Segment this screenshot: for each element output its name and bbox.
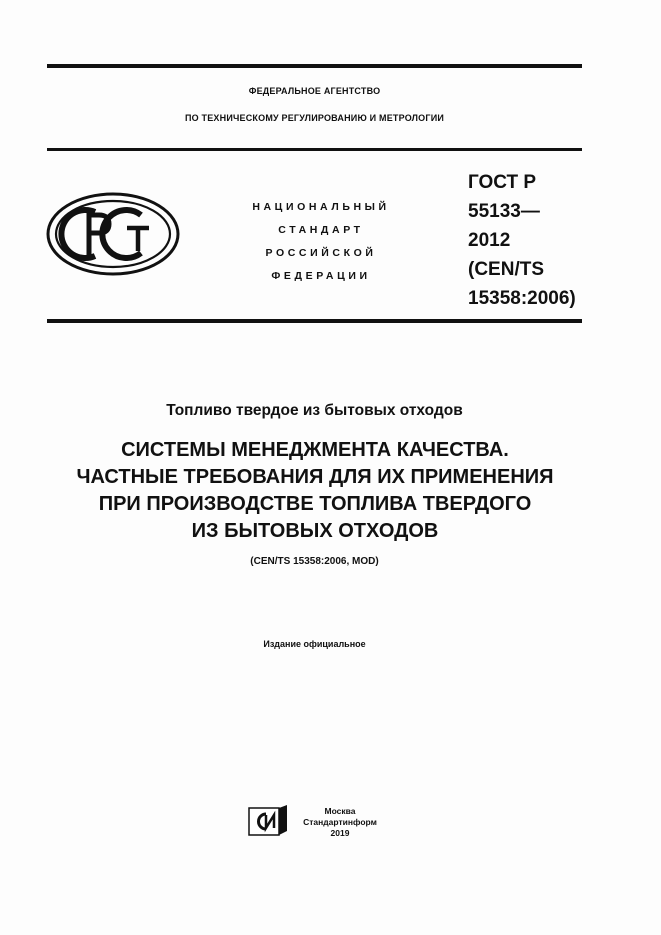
edition-note: Издание официальное — [263, 639, 366, 649]
header-bottom-rule — [47, 319, 582, 323]
publisher-city: Москва — [324, 806, 356, 816]
agency-rule — [47, 148, 582, 151]
agency-line-1: ФЕДЕРАЛЬНОЕ АГЕНТСТВО — [248, 86, 381, 96]
agency-line-2: ПО ТЕХНИЧЕСКОМУ РЕГУЛИРОВАНИЮ И МЕТРОЛОГИИ — [184, 113, 445, 123]
standard-number-line-5: 15358:2006) — [468, 288, 576, 309]
top-rule — [47, 64, 582, 68]
document-title-line-4: ИЗ БЫТОВЫХ ОТХОДОВ — [191, 520, 439, 542]
gost-r-logo-icon — [45, 191, 181, 277]
document-title — [40, 437, 590, 545]
document-subject: Топливо твердое из бытовых отходов — [166, 402, 463, 419]
standard-type-line-1: НАЦИОНАЛЬНЫЙ — [252, 201, 390, 213]
standard-type — [228, 196, 414, 288]
reference-standard: (CEN/TS 15358:2006, MOD) — [250, 556, 379, 567]
standard-type-line-2: СТАНДАРТ — [278, 224, 364, 236]
publisher-imprint — [292, 806, 388, 839]
publisher-name: Стандартинформ — [303, 817, 377, 827]
document-title-line-2: ЧАСТНЫЕ ТРЕБОВАНИЯ ДЛЯ ИХ ПРИМЕНЕНИЯ — [76, 466, 554, 488]
publisher-year: 2019 — [330, 828, 350, 838]
document-title-line-1: СИСТЕМЫ МЕНЕДЖМЕНТА КАЧЕСТВА. — [121, 439, 509, 461]
standard-number-line-2: 55133— — [468, 201, 540, 222]
standard-number-line-3: 2012 — [468, 230, 511, 251]
standard-type-line-3: РОССИЙСКОЙ — [265, 247, 377, 259]
document-title-line-3: ПРИ ПРОИЗВОДСТВЕ ТОПЛИВА ТВЕРДОГО — [98, 493, 532, 515]
standard-number-line-4: (CEN/TS — [468, 259, 544, 280]
standard-number — [468, 168, 576, 313]
standard-type-line-4: ФЕДЕРАЦИИ — [271, 270, 371, 282]
standartinform-logo-icon — [248, 805, 288, 837]
standard-number-line-1: ГОСТ Р — [468, 172, 537, 193]
